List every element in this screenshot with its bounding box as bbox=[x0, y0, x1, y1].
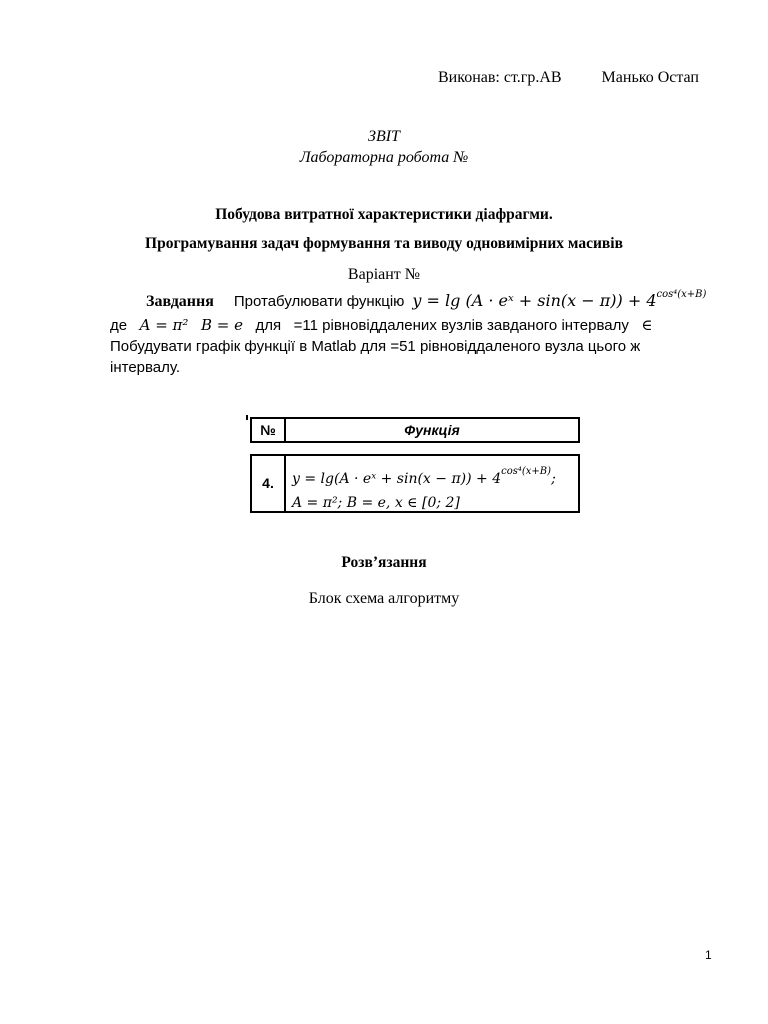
solution-title: Розв’язання bbox=[341, 554, 427, 571]
flowchart-label: Блок схема алгоритму bbox=[308, 590, 460, 607]
author-name: Манько Остап bbox=[601, 69, 699, 86]
lab-work-title: Лабораторна робота № bbox=[299, 149, 469, 166]
subtopic-title: Програмування задач формування та виводу одновимірних масивів bbox=[145, 235, 623, 252]
variant-label: Варіант № bbox=[347, 266, 421, 283]
topic-title: Побудова витратної характеристики діафрагми. bbox=[215, 206, 553, 223]
page-number: 1 bbox=[705, 948, 712, 962]
task-plot-instruction: Побудувати графік функції в Matlab для =51 рівновіддаленого вузла цього ж bbox=[110, 338, 641, 355]
task-label: Завдання bbox=[146, 293, 214, 310]
table-header-number: № bbox=[252, 419, 286, 441]
param-b: B = e bbox=[200, 316, 243, 334]
table-header-function: Функція bbox=[404, 422, 460, 438]
task-intro: Протабулювати функцію bbox=[233, 293, 405, 310]
author-label: Виконав: ст.гр.АВ bbox=[438, 69, 562, 86]
report-title: ЗВІТ bbox=[368, 128, 400, 145]
task-formula: y = lg (A · eˣ + $\sin(x - \pi)) + 4^{cos^4(x+B)}$ bbox=[412, 289, 707, 310]
table-row-number: 4. bbox=[252, 456, 286, 511]
task-interval-word: інтервалу. bbox=[110, 359, 181, 376]
table-header bbox=[250, 417, 580, 443]
table-row-params: A = π²; B = e, x ∈ [0; 2] bbox=[292, 495, 460, 511]
param-a: A = π² bbox=[139, 316, 189, 334]
table-row-function: y = lg(A · eˣ + $\sin(x - \pi)) + 4^{cos^4(x+B)}$; A = π²; B = e, x ∈ [0; 2] bbox=[292, 460, 556, 515]
table-row bbox=[250, 454, 580, 513]
task-conditions: де A = π² B = e для =11 рівновіддалених вузлів завданого інтервалу ∈ bbox=[110, 316, 653, 334]
task-line bbox=[146, 289, 706, 311]
author-line bbox=[438, 69, 699, 87]
